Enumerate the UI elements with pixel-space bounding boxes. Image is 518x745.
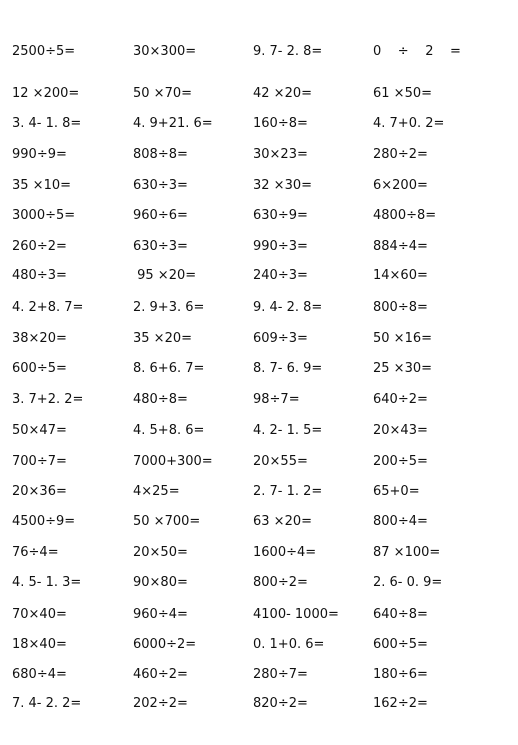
- arithmetic-problem: 0. 1+0. 6=: [253, 637, 325, 652]
- problem-row: [0, 421, 518, 441]
- arithmetic-problem: 12 ×200=: [12, 86, 80, 101]
- arithmetic-problem: 20×43=: [373, 423, 428, 438]
- arithmetic-problem: 640÷2=: [373, 392, 428, 407]
- arithmetic-problem: 160÷8=: [253, 116, 308, 131]
- arithmetic-problem: 20×50=: [133, 545, 188, 560]
- arithmetic-problem: 260÷2=: [12, 239, 67, 254]
- problem-row: [0, 114, 518, 134]
- arithmetic-problem: 61 ×50=: [373, 86, 433, 101]
- arithmetic-problem: 30×300=: [133, 44, 197, 59]
- arithmetic-problem: 884÷4=: [373, 239, 428, 254]
- arithmetic-problem: 6000÷2=: [133, 637, 197, 652]
- arithmetic-problem: 25 ×30=: [373, 361, 433, 376]
- arithmetic-problem: 4. 5+8. 6=: [133, 423, 205, 438]
- problem-row: [0, 176, 518, 196]
- arithmetic-problem: 700÷7=: [12, 454, 67, 469]
- arithmetic-problem: 460÷2=: [133, 667, 188, 682]
- arithmetic-problem: 180÷6=: [373, 667, 428, 682]
- problem-row: [0, 452, 518, 472]
- arithmetic-problem: 4. 7+0. 2=: [373, 116, 445, 131]
- arithmetic-problem: 6×200=: [373, 178, 428, 193]
- arithmetic-problem: 95 ×20=: [133, 268, 197, 283]
- arithmetic-problem: 20×55=: [253, 454, 308, 469]
- arithmetic-problem: 280÷7=: [253, 667, 308, 682]
- arithmetic-problem: 3. 7+2. 2=: [12, 392, 84, 407]
- arithmetic-problem: 800÷4=: [373, 514, 428, 529]
- problem-row: [0, 145, 518, 165]
- arithmetic-problem: 990÷9=: [12, 147, 67, 162]
- arithmetic-problem: 50×47=: [12, 423, 67, 438]
- arithmetic-problem: 65+0=: [373, 484, 420, 499]
- problem-row: [0, 482, 518, 502]
- arithmetic-problem: 90×80=: [133, 575, 188, 590]
- arithmetic-problem: 4. 2+8. 7=: [12, 300, 84, 315]
- arithmetic-problem: 2. 9+3. 6=: [133, 300, 205, 315]
- arithmetic-problem: 4. 2- 1. 5=: [253, 423, 323, 438]
- arithmetic-problem: 990÷3=: [253, 239, 308, 254]
- arithmetic-problem: 8. 6+6. 7=: [133, 361, 205, 376]
- arithmetic-problem: 30×23=: [253, 147, 308, 162]
- arithmetic-problem: 4×25=: [133, 484, 180, 499]
- arithmetic-problem: 4500÷9=: [12, 514, 76, 529]
- arithmetic-problem: 960÷4=: [133, 607, 188, 622]
- arithmetic-problem: 8. 7- 6. 9=: [253, 361, 323, 376]
- arithmetic-problem: 600÷5=: [373, 637, 428, 652]
- problem-row: [0, 266, 518, 286]
- arithmetic-problem: 70×40=: [12, 607, 67, 622]
- arithmetic-problem: 0 ÷ 2 =: [373, 44, 461, 59]
- arithmetic-problem: 680÷4=: [12, 667, 67, 682]
- arithmetic-problem: 18×40=: [12, 637, 67, 652]
- arithmetic-problem: 609÷3=: [253, 331, 308, 346]
- problem-row: [0, 359, 518, 379]
- arithmetic-problem: 630÷3=: [133, 239, 188, 254]
- arithmetic-problem: 630÷3=: [133, 178, 188, 193]
- arithmetic-problem: 162÷2=: [373, 696, 428, 711]
- problem-row: [0, 543, 518, 563]
- arithmetic-problem: 202÷2=: [133, 696, 188, 711]
- arithmetic-problem: 4800÷8=: [373, 208, 437, 223]
- problem-row: [0, 84, 518, 104]
- arithmetic-problem: 32 ×30=: [253, 178, 313, 193]
- arithmetic-problem: 7. 4- 2. 2=: [12, 696, 82, 711]
- problem-row: [0, 42, 518, 62]
- arithmetic-problem: 1600÷4=: [253, 545, 317, 560]
- problem-row: [0, 605, 518, 625]
- arithmetic-problem: 820÷2=: [253, 696, 308, 711]
- arithmetic-problem: 808÷8=: [133, 147, 188, 162]
- arithmetic-problem: 200÷5=: [373, 454, 428, 469]
- problem-row: [0, 665, 518, 685]
- arithmetic-problem: 98÷7=: [253, 392, 300, 407]
- arithmetic-problem: 3000÷5=: [12, 208, 76, 223]
- arithmetic-problem: 280÷2=: [373, 147, 428, 162]
- arithmetic-problem: 480÷3=: [12, 268, 67, 283]
- arithmetic-problem: 87 ×100=: [373, 545, 441, 560]
- arithmetic-problem: 800÷2=: [253, 575, 308, 590]
- arithmetic-problem: 9. 7- 2. 8=: [253, 44, 323, 59]
- problem-row: [0, 298, 518, 318]
- arithmetic-problem: 600÷5=: [12, 361, 67, 376]
- arithmetic-problem: 800÷8=: [373, 300, 428, 315]
- problem-row: [0, 573, 518, 593]
- arithmetic-problem: 9. 4- 2. 8=: [253, 300, 323, 315]
- arithmetic-problem: 3. 4- 1. 8=: [12, 116, 82, 131]
- arithmetic-problem: 50 ×16=: [373, 331, 433, 346]
- problem-row: [0, 512, 518, 532]
- arithmetic-problem: 38×20=: [12, 331, 67, 346]
- problem-row: [0, 694, 518, 714]
- arithmetic-problem: 7000+300=: [133, 454, 213, 469]
- arithmetic-problem: 14×60=: [373, 268, 428, 283]
- arithmetic-problem: 63 ×20=: [253, 514, 313, 529]
- problem-row: [0, 329, 518, 349]
- arithmetic-problem: 480÷8=: [133, 392, 188, 407]
- arithmetic-problem: 42 ×20=: [253, 86, 313, 101]
- arithmetic-problem: 240÷3=: [253, 268, 308, 283]
- problem-row: [0, 237, 518, 257]
- arithmetic-problem: 20×36=: [12, 484, 67, 499]
- arithmetic-problem: 960÷6=: [133, 208, 188, 223]
- problem-row: [0, 206, 518, 226]
- arithmetic-problem: 4100- 1000=: [253, 607, 339, 622]
- problem-row: [0, 635, 518, 655]
- arithmetic-problem: 2500÷5=: [12, 44, 76, 59]
- arithmetic-problem: 640÷8=: [373, 607, 428, 622]
- arithmetic-problem: 35 ×10=: [12, 178, 72, 193]
- arithmetic-problem: 4. 9+21. 6=: [133, 116, 213, 131]
- arithmetic-problem: 630÷9=: [253, 208, 308, 223]
- arithmetic-problem: 76÷4=: [12, 545, 59, 560]
- arithmetic-problem: 50 ×70=: [133, 86, 193, 101]
- arithmetic-problem: 4. 5- 1. 3=: [12, 575, 82, 590]
- arithmetic-problem: 50 ×700=: [133, 514, 201, 529]
- arithmetic-problem: 2. 6- 0. 9=: [373, 575, 443, 590]
- problem-row: [0, 390, 518, 410]
- arithmetic-problem: 35 ×20=: [133, 331, 193, 346]
- arithmetic-problem: 2. 7- 1. 2=: [253, 484, 323, 499]
